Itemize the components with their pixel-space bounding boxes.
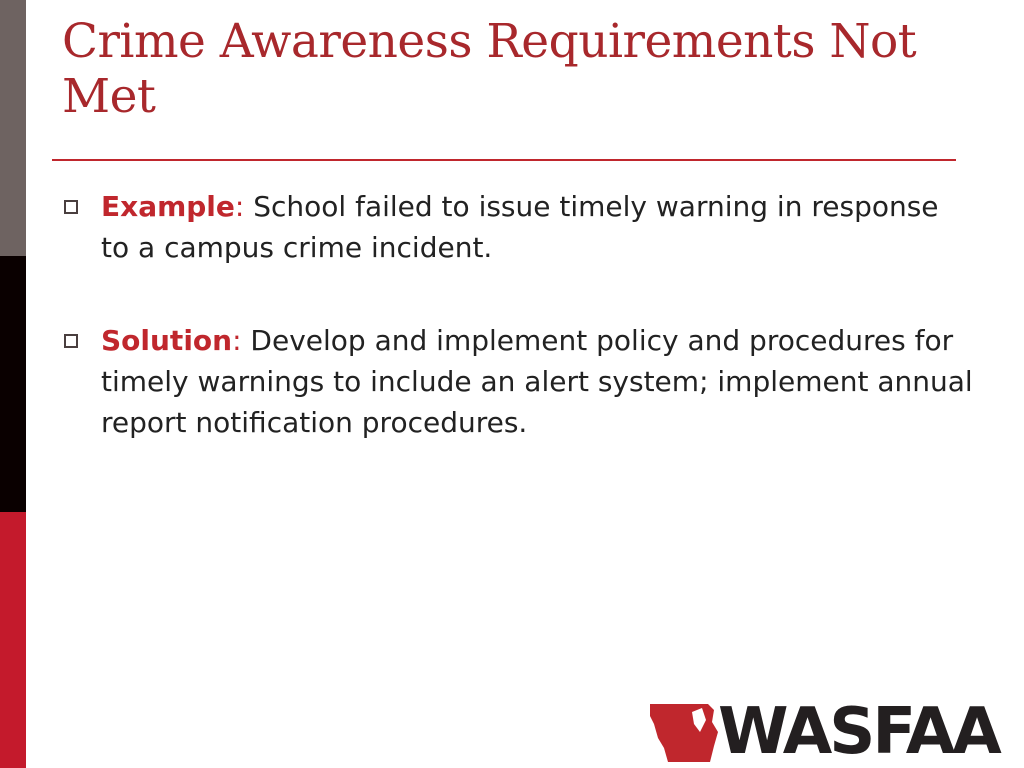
hollow-square-bullet-icon xyxy=(64,334,78,348)
bullet-term: Solution xyxy=(101,324,233,357)
bullet-separator: : xyxy=(234,190,245,223)
logo-text: WASFAA xyxy=(718,695,999,768)
hollow-square-bullet-icon xyxy=(64,200,78,214)
title-divider xyxy=(52,159,956,161)
bullet-item-example xyxy=(64,186,974,268)
wasfaa-logo xyxy=(648,695,1018,768)
wisconsin-emblem-icon xyxy=(648,702,728,764)
side-bar-red-segment xyxy=(0,512,26,768)
side-bar-gray-segment xyxy=(0,0,26,256)
bullet-separator: : xyxy=(232,324,242,357)
bullet-term: Example xyxy=(101,190,235,223)
bullet-list xyxy=(64,186,974,495)
slide-title: Crime Awareness Requirements Not Met xyxy=(62,14,917,124)
side-bar-black-segment xyxy=(0,256,26,512)
side-color-bar xyxy=(0,0,26,768)
bullet-item-solution xyxy=(64,320,974,443)
bullet-text: School failed to issue timely warning in response to a campus crime incident. xyxy=(101,190,939,264)
bullet-text: Develop and implement policy and procedures for timely warnings to include an alert system; implement annual report notification procedures. xyxy=(101,324,973,439)
